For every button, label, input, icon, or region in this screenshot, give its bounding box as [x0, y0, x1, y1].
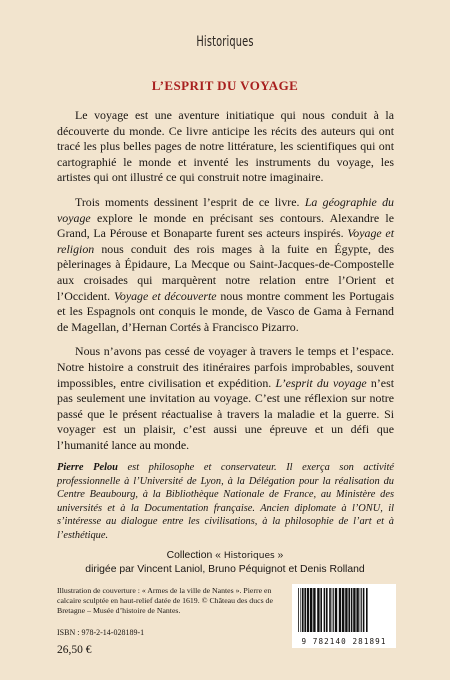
barcode-bar — [307, 588, 309, 632]
author-name: Pierre Pelou — [57, 462, 118, 473]
blurb-text — [57, 108, 394, 462]
barcode-bars — [292, 584, 396, 636]
barcode-bar — [339, 588, 341, 632]
barcode-bar — [313, 588, 315, 632]
book-title: L’ESPRIT DU VOYAGE — [151, 78, 299, 93]
barcode-bar — [335, 588, 337, 632]
barcode-bar — [332, 588, 333, 632]
series-logo: Historiques — [196, 34, 254, 50]
illustration-credits: Illustration de couverture : « Armes de la ville de Nantes ». Pierre en calcaire sculptée en haut-relief datée de 1619. © Château des ducs de Bretagne – Musée d’histoire de Nantes. — [57, 586, 273, 616]
collection-name: Historiques — [223, 551, 275, 561]
barcode-bar — [356, 588, 358, 632]
collection-directors: dirigée par Vincent Laniol, Bruno Péquignot et Denis Rolland — [85, 564, 365, 575]
barcode-bar — [342, 588, 344, 632]
collection-line: Collection « Historiques » — [166, 550, 284, 561]
barcode-number: 9 782140 281891 — [301, 637, 387, 646]
barcode-bar — [348, 588, 350, 632]
barcode-bar — [366, 588, 368, 632]
blurb-paragraph-1: Le voyage est une aventure initiatique qui nous conduit à la découverte du monde. Ce livre anticipe les récits des auteurs qui ont tracé les plus belles pages de notre littérature, les scientifiques qui ont cartographié le monde et inventé les instruments du voyage, les artistes qui ont illustré ce qui construit notre imaginaire. — [57, 108, 394, 185]
barcode-bar — [333, 588, 334, 632]
series-header — [0, 0, 450, 58]
barcode-bar — [300, 588, 301, 632]
barcode-bar — [326, 588, 328, 632]
collection-info — [0, 549, 450, 577]
barcode-bar — [298, 588, 299, 632]
blurb-paragraph-3: Nous n’avons pas cessé de voyager à travers le temps et l’espace. Notre histoire a construit des itinéraires parfois improbables, souvent impossibles, entre civilisation et expédition. L’esprit du voyage n’est pas seulement une invitation au voyage. C’est une réflexion sur notre passé que le présent réactualise à travers la maladie et la guerre. Si voyager est un plaisir, c’est aussi une épreuve et un défi que l’humanité lance au monde. — [57, 344, 395, 452]
blurb-paragraph-2: Trois moments dessinent l’esprit de ce livre. La géographie du voyage explore le monde en précisant ses contours. Alexandre le Grand, La Pérouse et Bonaparte furent ses acteurs inspirés. Voyage et religion nous conduit des rois mages à la fuite en Égypte, des pèlerinages à Épidaure, La Mecque ou Saint-Jacques-de-Compostelle aux croisades qui marquèrent notre relation entre l’Orient et l’Occident. Voyage et découverte nous montre comment les Portugais et les Espagnols ont conquis le monde, de Vasco de Gama à Fernand de Magellan, d’Hernan Cortés à Francisco Pizarro. — [57, 194, 395, 334]
barcode-bar — [345, 588, 347, 632]
barcode-bar — [353, 588, 355, 632]
author-bio — [57, 461, 394, 543]
barcode-bar — [310, 588, 312, 632]
author-bio-text: est philosophe et conservateur. Il exerça son activité professionnelle à l’Université de Lyon, à la Délégation pour la réalisation du Centre Beaubourg, à la Bibliothèque Nationale de France, au Ministère des universités et à la Documentation française. Ancien diplomate à l’ONU, il s’intéresse au dialogue entre les civilisations, à la philosophie de l’art et à l’esthétique. — [57, 462, 394, 541]
barcode-bar — [363, 588, 365, 632]
barcode-bar — [351, 588, 353, 632]
barcode — [292, 584, 396, 648]
barcode-bar — [304, 588, 306, 632]
barcode-bar — [329, 588, 331, 632]
barcode-bar — [360, 588, 361, 632]
barcode-bar — [317, 588, 319, 632]
price: 26,50 € — [57, 644, 92, 656]
barcode-bar — [324, 588, 326, 632]
isbn: ISBN : 978-2-14-028189-1 — [57, 628, 145, 637]
barcode-bar — [320, 588, 322, 632]
barcode-bar — [361, 588, 362, 632]
barcode-bar — [302, 588, 304, 632]
